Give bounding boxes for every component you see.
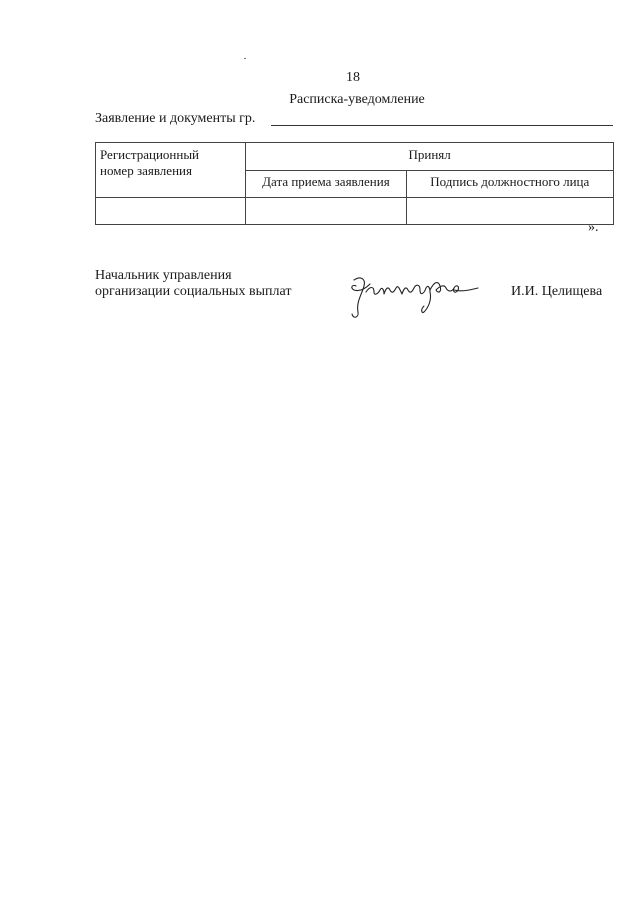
table-row [96, 198, 614, 225]
page-number: 18 [346, 70, 360, 85]
document-title: Расписка-уведомление [289, 92, 425, 107]
signer-title-line2: организации социальных выплат [95, 284, 292, 299]
signature-cell [406, 198, 613, 225]
accepted-header: Принял [246, 143, 614, 171]
signature-header: Подпись должностного лица [406, 171, 613, 198]
date-header: Дата приема заявления [246, 171, 406, 198]
date-cell [246, 198, 406, 225]
applicant-label: Заявление и документы гр. [95, 111, 256, 126]
handwritten-signature [344, 272, 484, 320]
signer-name: И.И. Целищева [511, 284, 603, 299]
signer-title [95, 268, 291, 300]
receipt-table [95, 142, 614, 225]
reg-number-cell [96, 198, 246, 225]
scan-speck [244, 58, 246, 59]
reg-number-header [96, 143, 246, 198]
closing-quote: ». [588, 220, 599, 235]
reg-number-header-line2: номер заявления [100, 163, 192, 178]
applicant-name-blank [271, 125, 613, 126]
reg-number-header-line1: Регистрационный [100, 147, 200, 162]
signer-title-line1: Начальник управления [95, 268, 232, 283]
